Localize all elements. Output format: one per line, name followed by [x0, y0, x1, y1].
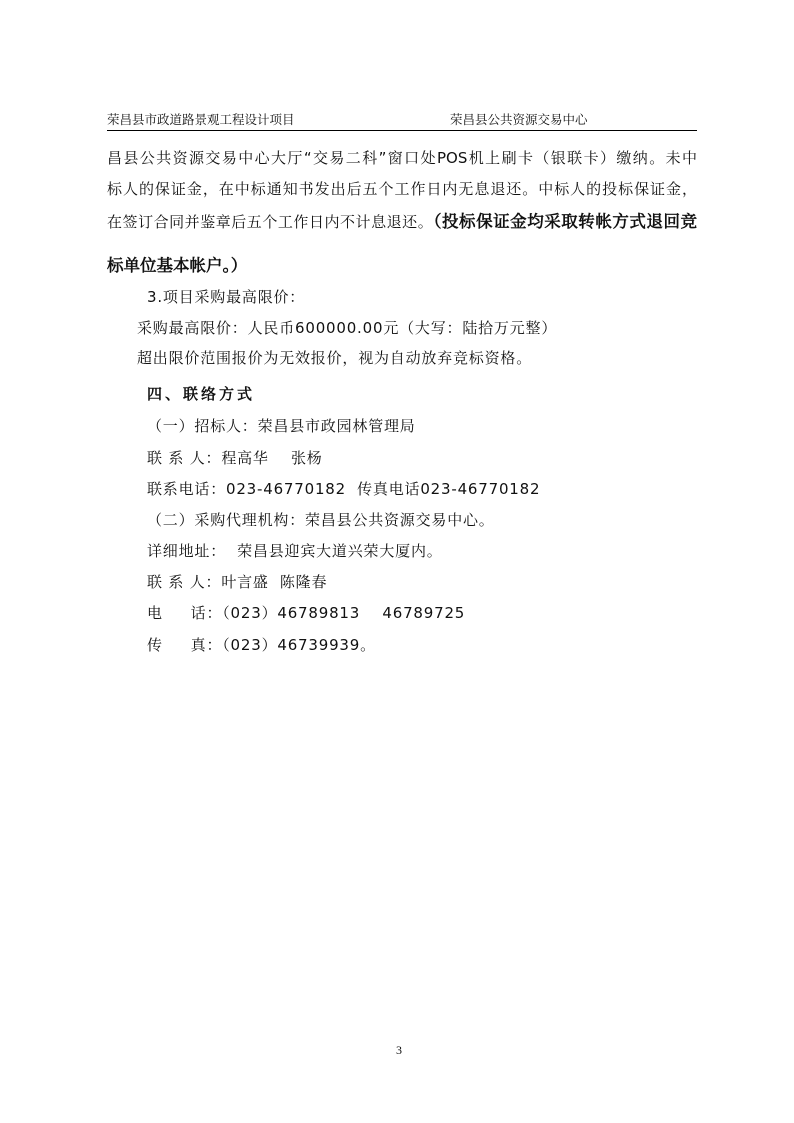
- header-project-name: 荣昌县市政道路景观工程设计项目: [107, 112, 295, 127]
- deposit-refund-text: 在签订合同并鉴章后五个工作日内不计息退还。: [107, 213, 434, 231]
- deposit-refund-method-bold: （投标保证金均采取转帐方式退回竞: [433, 212, 697, 231]
- header-organization: 荣昌县公共资源交易中心: [450, 112, 588, 127]
- deposit-refund-method-bold-cont: 标单位基本帐户。）: [107, 256, 248, 275]
- agency-fax: 传 真：（023）46739939。: [147, 636, 376, 654]
- max-price-title: 3.项目采购最高限价：: [147, 288, 306, 306]
- deposit-line-2: 标人的保证金，在中标通知书发出后五个工作日内无息退还。中标人的投标保证金，: [107, 180, 697, 198]
- contact-heading: 四、联络方式: [147, 385, 256, 403]
- agency-name: （二）采购代理机构：荣昌县公共资源交易中心。: [147, 511, 495, 529]
- agency-contacts: 联 系 人：叶言盛 陈隆春: [147, 573, 328, 591]
- agency-phone: 电 话：（023）46789813 46789725: [147, 604, 466, 622]
- max-price-note: 超出限价范围报价为无效报价，视为自动放弃竞标资格。: [137, 349, 533, 367]
- deposit-line-3: [107, 212, 697, 234]
- deposit-line-1: 昌县公共资源交易中心大厅“交易二科”窗口处POS机上刷卡（银联卡）缴纳。未中: [107, 149, 697, 167]
- tenderer-phone: 联系电话：023-46770182 传真电话023-46770182: [147, 480, 541, 498]
- tenderer-name: （一）招标人：荣昌县市政园林管理局: [147, 417, 416, 435]
- tenderer-contacts: 联 系 人：程高华 张杨: [147, 449, 323, 467]
- page-header: [107, 111, 697, 131]
- agency-address: 详细地址： 荣昌县迎宾大道兴荣大厦内。: [147, 542, 443, 560]
- page-number: 3: [396, 1043, 402, 1057]
- max-price-value: 采购最高限价：人民币600000.00元（大写：陆拾万元整）: [137, 319, 558, 337]
